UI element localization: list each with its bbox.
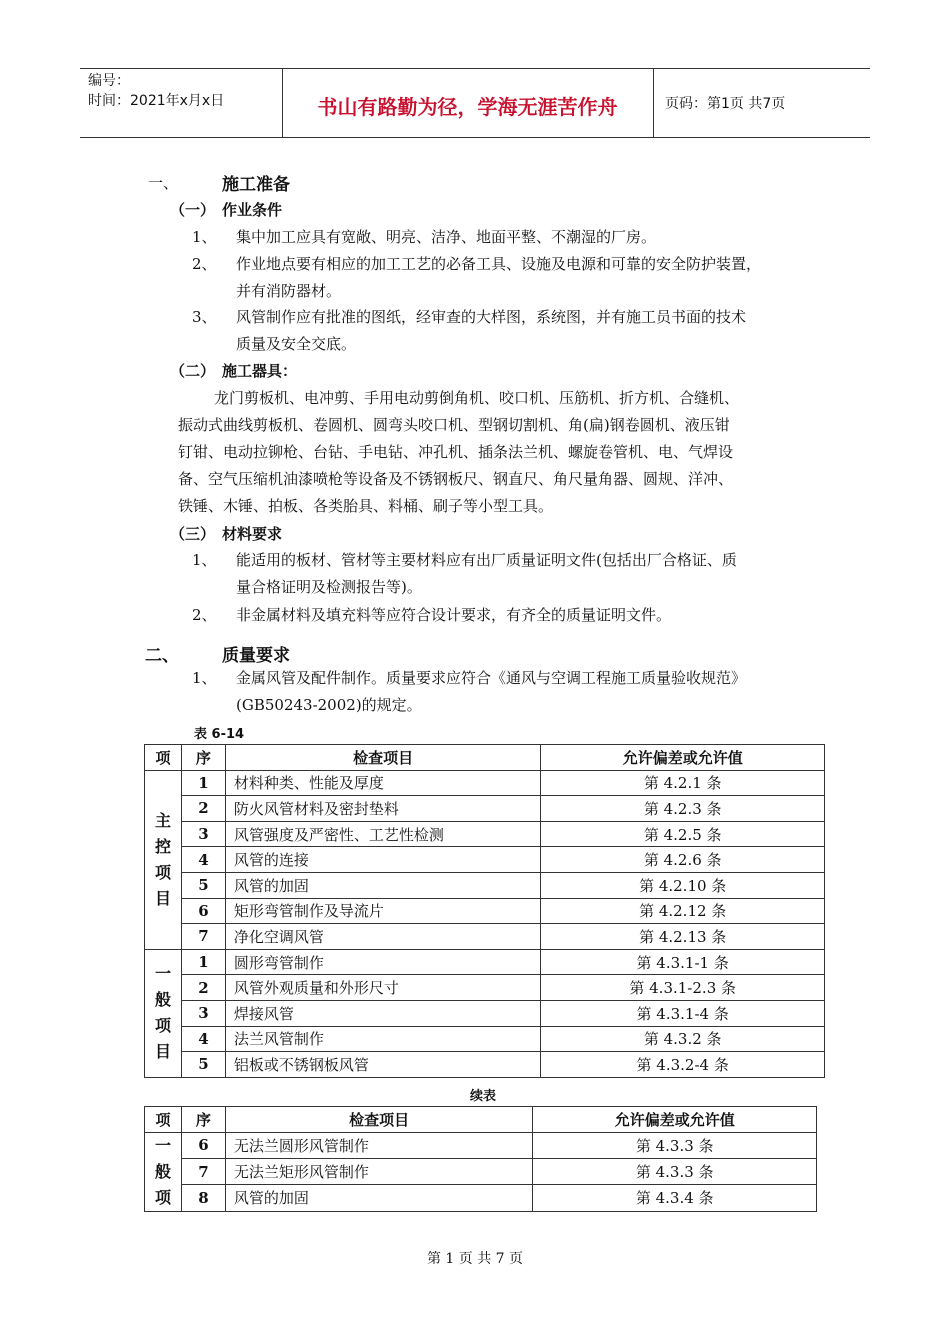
list-text: 金属风管及配件制作。质量要求应符合《通风与空调工程施工质量验收规范》 — [236, 669, 747, 687]
check-item: 法兰风管制作 — [225, 1026, 541, 1052]
table-row — [145, 847, 825, 873]
table-row — [145, 898, 825, 924]
tools-line: 备、空气压缩机油漆喷枪等设备及不锈钢板尺、钢直尺、角尺量角器、圆规、洋冲、 — [178, 470, 734, 488]
check-item: 净化空调风管 — [225, 924, 541, 950]
group-label-general: 一般项 — [145, 1132, 182, 1211]
row-number: 7 — [181, 924, 225, 950]
list-number: 2、 — [192, 606, 217, 624]
check-item: 风管的连接 — [225, 847, 541, 873]
check-item: 无法兰圆形风管制作 — [225, 1132, 533, 1158]
row-number: 6 — [181, 1132, 225, 1158]
page-footer: 第 1 页 共 7 页 — [426, 1251, 524, 1267]
allowed-value: 第 4.2.3 条 — [541, 796, 825, 822]
row-number: 2 — [181, 796, 225, 822]
section-number: 一、 — [148, 174, 179, 192]
row-number: 7 — [181, 1158, 225, 1184]
subsection-title: 材料要求 — [222, 525, 283, 543]
check-item: 圆形弯管制作 — [225, 949, 541, 975]
list-number: 2、 — [192, 255, 217, 273]
row-number: 8 — [181, 1185, 225, 1211]
table-header-row — [145, 1107, 817, 1133]
time-label: 时间：2021年x月x日 — [88, 93, 225, 109]
header-cell: 项 — [145, 745, 182, 771]
row-number: 1 — [181, 949, 225, 975]
quality-table-continued — [144, 1106, 817, 1212]
header-divider — [653, 69, 654, 137]
subsection-title: 作业条件 — [222, 201, 283, 219]
table-row — [145, 1158, 817, 1184]
table-row — [145, 1132, 817, 1158]
section-title: 质量要求 — [222, 646, 290, 666]
allowed-value: 第 4.3.2 条 — [541, 1026, 825, 1052]
group-label-main: 主控项目 — [145, 770, 182, 949]
table-row — [145, 975, 825, 1001]
tools-line: 钉钳、电动拉铆枪、台钻、手电钻、冲孔机、插条法兰机、螺旋卷管机、电、气焊设 — [178, 443, 734, 461]
row-number: 6 — [181, 898, 225, 924]
row-number: 4 — [181, 1026, 225, 1052]
table-row — [145, 1185, 817, 1211]
list-number: 1、 — [192, 669, 217, 687]
list-text: 非金属材料及填充料等应符合设计要求，有齐全的质量证明文件。 — [236, 606, 672, 624]
allowed-value: 第 4.3.1-4 条 — [541, 1000, 825, 1026]
check-item: 材料种类、性能及厚度 — [225, 770, 541, 796]
allowed-value: 第 4.3.4 条 — [533, 1185, 817, 1211]
header-meta — [88, 71, 278, 111]
row-number: 4 — [181, 847, 225, 873]
table-header-row — [145, 745, 825, 771]
allowed-value: 第 4.2.1 条 — [541, 770, 825, 796]
header-cell: 检查项目 — [225, 745, 541, 771]
header-cell: 序 — [181, 745, 225, 771]
list-text: 集中加工应具有宽敞、明亮、洁净、地面平整、不潮湿的厂房。 — [236, 228, 657, 246]
table-caption: 续表 — [470, 1089, 497, 1104]
header-cell: 序 — [181, 1107, 225, 1133]
table-row — [145, 872, 825, 898]
check-item: 矩形弯管制作及导流片 — [225, 898, 541, 924]
header-cell: 允许偏差或允许值 — [533, 1107, 817, 1133]
tools-line: 龙门剪板机、电冲剪、手用电动剪倒角机、咬口机、压筋机、折方机、合缝机、 — [214, 389, 740, 407]
allowed-value: 第 4.3.1-2.3 条 — [541, 975, 825, 1001]
header-cell: 项 — [145, 1107, 182, 1133]
allowed-value: 第 4.2.13 条 — [541, 924, 825, 950]
table-row — [145, 821, 825, 847]
list-text: 能适用的板材、管材等主要材料应有出厂质量证明文件(包括出厂合格证、质 — [236, 551, 737, 569]
section-title: 施工准备 — [222, 175, 290, 195]
tools-line: 铁锤、木锤、拍板、各类胎具、料桶、刷子等小型工具。 — [178, 497, 554, 515]
table-row — [145, 1026, 825, 1052]
list-text-cont: 质量及安全交底。 — [236, 335, 357, 353]
list-number: 3、 — [192, 308, 217, 326]
allowed-value: 第 4.3.3 条 — [533, 1158, 817, 1184]
allowed-value: 第 4.2.5 条 — [541, 821, 825, 847]
table-row — [145, 796, 825, 822]
header-cell: 检查项目 — [225, 1107, 533, 1133]
list-text-cont: 并有消防器材。 — [236, 282, 342, 300]
subsection-title: 施工器具： — [222, 362, 298, 380]
header-cell: 允许偏差或允许值 — [541, 745, 825, 771]
check-item: 焊接风管 — [225, 1000, 541, 1026]
quality-table — [144, 744, 825, 1078]
table-row — [145, 1000, 825, 1026]
row-number: 5 — [181, 1052, 225, 1078]
check-item: 铝板或不锈钢板风管 — [225, 1052, 541, 1078]
list-number: 1、 — [192, 551, 217, 569]
allowed-value: 第 4.3.2-4 条 — [541, 1052, 825, 1078]
allowed-value: 第 4.2.12 条 — [541, 898, 825, 924]
section-number: 二、 — [145, 646, 179, 666]
check-item: 风管的加固 — [225, 872, 541, 898]
check-item: 防火风管材料及密封垫料 — [225, 796, 541, 822]
allowed-value: 第 4.2.6 条 — [541, 847, 825, 873]
table-row — [145, 949, 825, 975]
allowed-value: 第 4.3.3 条 — [533, 1132, 817, 1158]
list-text-cont: (GB50243-2002)的规定。 — [236, 696, 422, 714]
subsection-number: （三） — [170, 525, 216, 543]
page-header — [80, 68, 870, 138]
row-number: 3 — [181, 821, 225, 847]
table-row — [145, 924, 825, 950]
check-item: 风管的加固 — [225, 1185, 533, 1211]
number-label: 编号： — [88, 73, 130, 89]
check-item: 风管强度及严密性、工艺性检测 — [225, 821, 541, 847]
row-number: 1 — [181, 770, 225, 796]
list-text: 作业地点要有相应的加工工艺的必备工具、设施及电源和可靠的安全防护装置， — [236, 255, 762, 273]
tools-line: 振动式曲线剪板机、卷圆机、圆弯头咬口机、型钢切割机、角(扁)钢卷圆机、液压钳 — [178, 416, 730, 434]
list-text: 风管制作应有批准的图纸，经审查的大样图，系统图，并有施工员书面的技术 — [236, 308, 747, 326]
subsection-number: （一） — [170, 201, 216, 219]
table-row — [145, 1052, 825, 1078]
allowed-value: 第 4.3.1-1 条 — [541, 949, 825, 975]
header-page-code: 页码：第1页 共7页 — [665, 96, 786, 112]
row-number: 5 — [181, 872, 225, 898]
table-row — [145, 770, 825, 796]
row-number: 2 — [181, 975, 225, 1001]
check-item: 无法兰矩形风管制作 — [225, 1158, 533, 1184]
group-label-general: 一般项目 — [145, 949, 182, 1077]
list-number: 1、 — [192, 228, 217, 246]
header-motto: 书山有路勤为径，学海无涯苦作舟 — [317, 95, 618, 119]
allowed-value: 第 4.2.10 条 — [541, 872, 825, 898]
check-item: 风管外观质量和外形尺寸 — [225, 975, 541, 1001]
table-caption: 表 6-14 — [194, 727, 245, 742]
list-text-cont: 量合格证明及检测报告等)。 — [236, 578, 422, 596]
subsection-number: （二） — [170, 362, 216, 380]
row-number: 3 — [181, 1000, 225, 1026]
